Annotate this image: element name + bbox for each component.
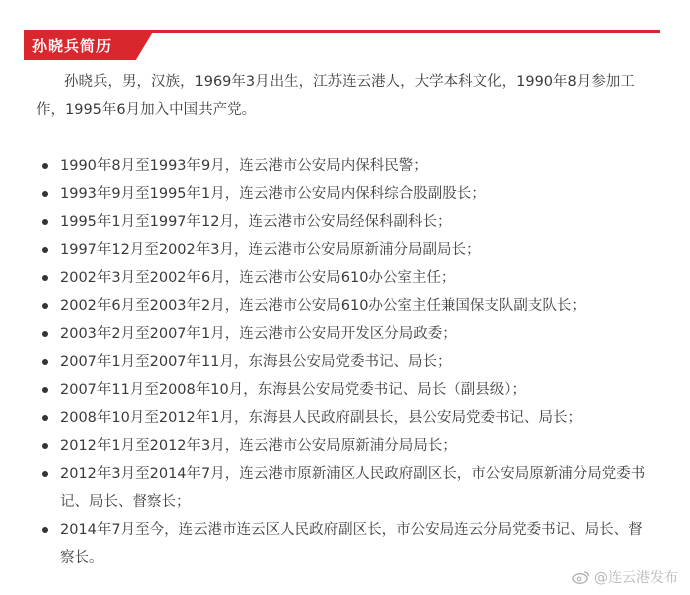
timeline-item	[36, 432, 646, 460]
timeline-text: 2007年11月至2008年10月，东海县公安局党委书记、局长（副县级）；	[60, 382, 526, 398]
timeline-text: 2008年10月至2012年1月，东海县人民政府副县长，县公安局党委书记、局长；	[60, 410, 582, 426]
timeline-item	[36, 376, 646, 404]
watermark	[572, 567, 678, 587]
bullet-icon	[42, 191, 48, 197]
timeline-text: 2003年2月至2007年1月，连云港市公安局开发区分局政委；	[60, 326, 457, 342]
bullet-icon	[42, 471, 48, 477]
timeline-text: 2002年3月至2002年6月，连云港市公安局610办公室主任；	[60, 270, 456, 286]
timeline-item	[36, 292, 646, 320]
bullet-icon	[42, 219, 48, 225]
watermark-text: @连云港发布	[594, 570, 678, 586]
timeline-text: 2007年1月至2007年11月，东海县公安局党委书记、局长；	[60, 354, 452, 370]
timeline-item	[36, 152, 646, 180]
timeline-text: 1995年1月至1997年12月，连云港市公安局经保科副科长；	[60, 214, 452, 230]
timeline-item	[36, 320, 646, 348]
timeline-text: 1993年9月至1995年1月，连云港市公安局内保科综合股副股长；	[60, 186, 486, 202]
timeline-item	[36, 460, 646, 516]
timeline-item	[36, 208, 646, 236]
bullet-icon	[42, 303, 48, 309]
timeline-text: 2002年6月至2003年2月，连云港市公安局610办公室主任兼国保支队副支队长；	[60, 298, 586, 314]
timeline-item	[36, 264, 646, 292]
timeline-item	[36, 404, 646, 432]
bullet-icon	[42, 275, 48, 281]
timeline-text: 2012年3月至2014年7月，连云港市原新浦区人民政府副区长，市公安局原新浦分局党委书记、局长、督察长；	[60, 466, 646, 510]
timeline-item	[36, 348, 646, 376]
timeline-item	[36, 180, 646, 208]
career-timeline	[36, 152, 646, 572]
section-header	[24, 30, 660, 62]
weibo-icon	[572, 570, 590, 584]
bullet-icon	[42, 387, 48, 393]
bullet-icon	[42, 163, 48, 169]
bullet-icon	[42, 359, 48, 365]
timeline-text: 2012年1月至2012年3月，连云港市公安局原新浦分局局长；	[60, 438, 457, 454]
bullet-icon	[42, 247, 48, 253]
timeline-text: 2014年7月至今，连云港市连云区人民政府副区长，市公安局连云分局党委书记、局长、督察长。	[60, 522, 643, 566]
timeline-text: 1997年12月至2002年3月，连云港市公安局原新浦分局副局长；	[60, 242, 481, 258]
bullet-icon	[42, 443, 48, 449]
timeline-text: 1990年8月至1993年9月，连云港市公安局内保科民警；	[60, 158, 428, 174]
page-title: 孙晓兵简历	[32, 37, 113, 55]
intro-paragraph: 孙晓兵，男，汉族，1969年3月出生，江苏连云港人，大学本科文化，1990年8月参加工作，1995年6月加入中国共产党。	[36, 74, 635, 118]
bullet-icon	[42, 527, 48, 533]
timeline-item	[36, 516, 646, 572]
timeline-item	[36, 236, 646, 264]
bullet-icon	[42, 331, 48, 337]
bullet-icon	[42, 415, 48, 421]
